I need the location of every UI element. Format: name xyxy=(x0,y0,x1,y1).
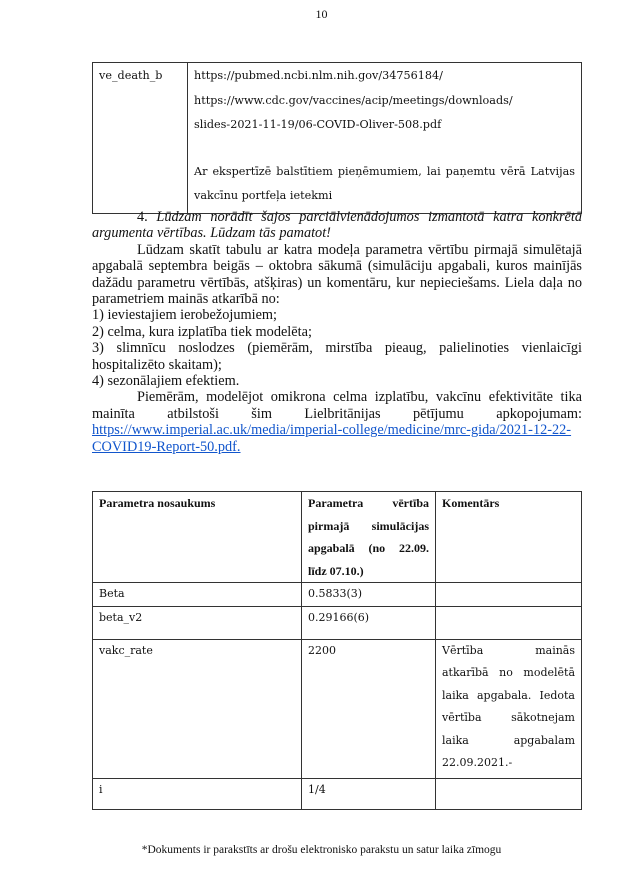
table-row xyxy=(93,63,582,214)
header-comment: Komentārs xyxy=(436,492,582,583)
list-item: 1) ieviestajiem ierobežojumiem; xyxy=(92,307,278,324)
source-url-1[interactable]: https://pubmed.ncbi.nlm.nih.gov/34756184/ xyxy=(194,69,443,82)
intro-paragraph: Lūdzam skatīt tabulu ar katra modeļa parametra vērtību pirmajā simulētajā apgabalā septembra beigās – oktobra sākumā (simulāciju apgabali, kuros mainījās dažādu parametru vērtībās, atšķiras) un komentāru, kur nepieciešams. Liela daļa no parametriem mainās atkarībā no: xyxy=(92,241,582,308)
signature-footer: *Dokuments ir parakstīts ar drošu elektronisko parakstu un satur laika zīmogu xyxy=(141,844,502,856)
param-comment: Vērtība mainās atkarībā no modelētā laika apgabala. Iedota vērtība sākotnejam laika apgabalam 22.09.2021.- xyxy=(436,639,582,778)
source-url-2b[interactable]: slides-2021-11-19/06-COVID-Oliver-508.pdf xyxy=(194,118,442,131)
param-comment xyxy=(436,778,582,809)
table-row xyxy=(93,639,582,778)
example-paragraph xyxy=(92,389,582,455)
param-value: 1/4 xyxy=(302,778,436,809)
question-paragraph xyxy=(92,209,582,242)
param-name: i xyxy=(93,778,302,809)
list-item: 3) slimnīcu noslodzes (piemērām, mirstība pieaug, palielinoties vienlaicīgi hospitalizēto skaitam); xyxy=(92,340,582,373)
param-name: vakc_rate xyxy=(93,639,302,778)
body-text xyxy=(92,209,582,455)
question-text: Lūdzam norādīt šajos parciālvienādojumos izmantotā katra konkrētā argumenta vērtības. Lūdzam tās pamatot! xyxy=(92,209,582,242)
param-comment xyxy=(436,583,582,607)
param-value: 2200 xyxy=(302,639,436,778)
param-value: 0.5833(3) xyxy=(302,583,436,607)
page-number: 10 xyxy=(315,7,328,21)
reference-table-continued xyxy=(92,62,582,214)
header-value: Parametra vērtība pirmajā simulācijas apgabalā (no 22.09. līdz 07.10.) xyxy=(302,492,436,583)
list-item: 2) celma, kura izplatība tiek modelēta; xyxy=(92,323,312,340)
header-name: Parametra nosaukums xyxy=(93,492,302,583)
question-number: 4. xyxy=(137,209,148,225)
list-item: 4) sezonālajiem efektiem. xyxy=(92,373,240,390)
table-row xyxy=(93,583,582,607)
table-header-row xyxy=(93,492,582,583)
source-cell xyxy=(188,63,582,214)
param-value: 0.29166(6) xyxy=(302,606,436,639)
param-name: Beta xyxy=(93,583,302,607)
table-row xyxy=(93,778,582,809)
spacer xyxy=(194,138,575,160)
param-comment xyxy=(436,606,582,639)
source-note: Ar ekspertīzē balstītiem pieņēmumiem, lai paņemtu vērā Latvijas vakcīnu portfeļa ietekmi xyxy=(194,164,575,202)
imperial-report-link[interactable]: https://www.imperial.ac.uk/media/imperial-college/medicine/mrc-gida/2021-12-22-COVID19-Report-50.pdf. xyxy=(92,422,572,455)
parameter-table xyxy=(92,491,582,810)
table-row xyxy=(93,606,582,639)
param-name: beta_v2 xyxy=(93,606,302,639)
source-url-2a[interactable]: https://www.cdc.gov/vaccines/acip/meetings/downloads/ xyxy=(194,93,513,107)
example-text: Piemērām, modelējot omikrona celma izplatību, vakcīnu efektivitāte tika mainīta atbilstoši šim Lielbritānijas pētījumu apkopojumam: xyxy=(92,389,582,422)
param-name-cell: ve_death_b xyxy=(93,63,188,214)
